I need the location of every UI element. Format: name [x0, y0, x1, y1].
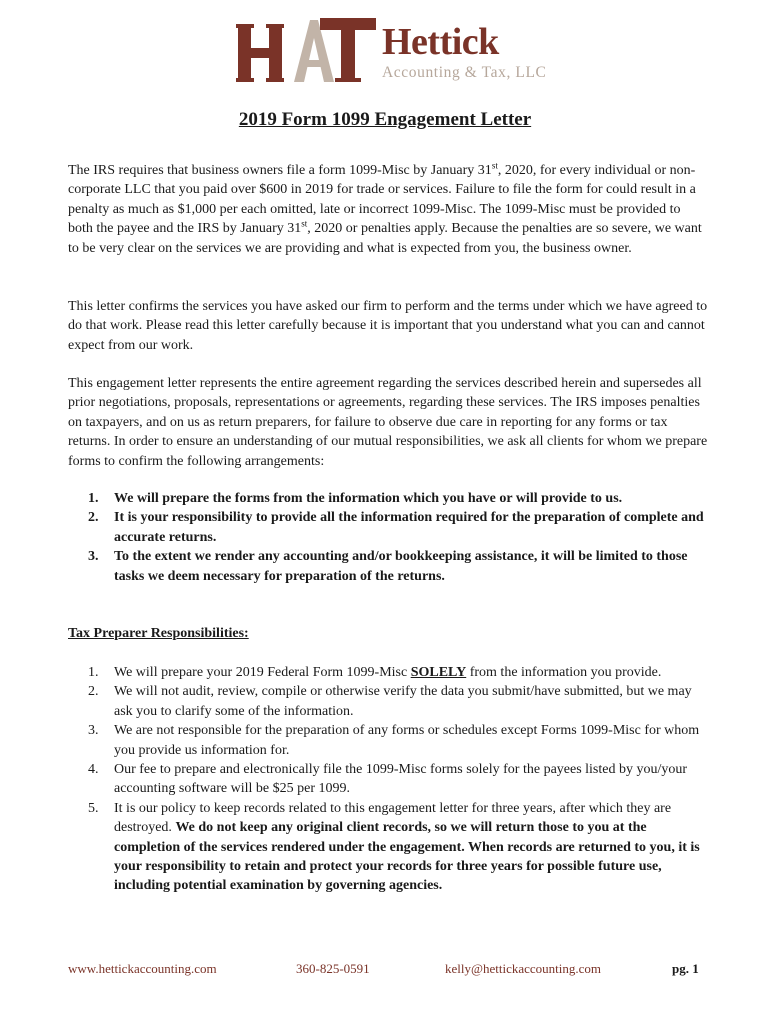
section-heading: Tax Preparer Responsibilities:: [68, 626, 249, 641]
list-item: 3. To the extent we render any accounting and/or bookkeeping assistance, it will be limited to those tasks we deem necessary for preparation of the returns.: [88, 549, 688, 584]
list-item: 1. We will prepare your 2019 Federal Form 1099-Misc SOLELY from the information you provide.: [88, 665, 662, 680]
company-logo: [236, 18, 547, 88]
list-item: 2. We will not audit, review, compile or otherwise verify the data you submit/have submitted, but we may ask you to clarify some of the information.: [88, 684, 692, 719]
hat-monogram-logo: [236, 18, 376, 84]
list-item: 2. It is your responsibility to provide all the information required for the preparation of complete and accurate returns.: [88, 510, 704, 545]
company-name: Hettick: [382, 21, 499, 63]
page-footer: [0, 961, 770, 981]
list-item: 4. Our fee to prepare and electronically file the 1099-Misc forms solely for the payees listed by you/your accounting software will be $25 per 1099.: [88, 762, 688, 797]
intro-paragraph-3: This engagement letter represents the entire agreement regarding the services described herein and supersedes all prior negotiations, proposals, representations or agreements, regarding these services. The IRS imposes penalties on taxpayers, and on us as return preparers, for failure to observe due care in reporting for any forms or tax returns. In order to ensure an understanding of our mutual responsibilities, we ask all clients for whom we prepare forms to confirm the following arrangements:: [68, 376, 708, 469]
website-link[interactable]: www.hettickaccounting.com: [68, 961, 217, 976]
document-title: 2019 Form 1099 Engagement Letter: [238, 109, 532, 130]
company-subtitle: Accounting & Tax, LLC: [382, 64, 547, 81]
responsibilities-list: [88, 663, 708, 896]
email-link[interactable]: kelly@hettickaccounting.com: [445, 961, 602, 976]
intro-paragraph-2: This letter confirms the services you have asked our firm to perform and the terms under which we have agreed to do that work. Please read this letter carefully because it is important that you understand what you can and cannot expect from our work.: [68, 299, 708, 353]
list-item: 5. It is our policy to keep records related to this engagement letter for three years, after which they are destroyed. We do not keep any original client records, so we will return those to you at the completion of the services rendered under the engagement. When records are returned to you, it is your responsibility to retain and protect your records for three years for possible future use, including potential examination by governing agencies.: [88, 800, 700, 894]
list-item: 1. We will prepare the forms from the information which you have or will provide to us.: [88, 491, 623, 506]
list-item: 3. We are not responsible for the preparation of any forms or schedules except Forms 1099-Misc for whom you provide us information for.: [88, 723, 700, 758]
arrangements-list: [88, 489, 708, 586]
page-number: pg. 1: [672, 961, 699, 976]
phone-number[interactable]: 360-825-0591: [296, 961, 370, 976]
intro-paragraph-1: The IRS requires that business owners file a form 1099-Misc by January 31st, 2020, for every individual or non-corporate LLC that you paid over $600 in 2019 for trade or services. Failure to file the form for could result in a penalty as much as $1,000 per each omitted, late or incorrect 1099-Misc. The 1099-Misc must be provided to both the payee and the IRS by January 31st, 2020 or penalties apply. Because the penalties are so severe, we want to be very clear on the services we are providing and what is expected from you, the business owner.: [68, 160, 702, 256]
